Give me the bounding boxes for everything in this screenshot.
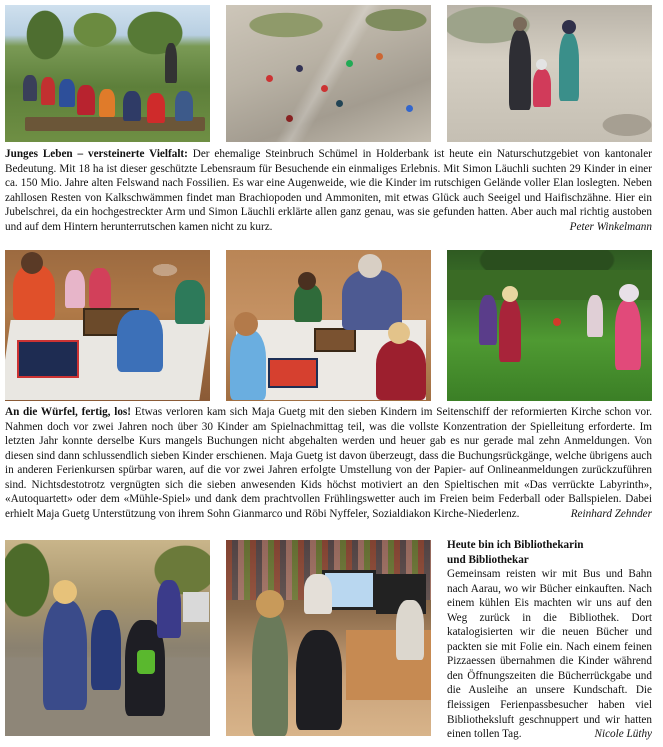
body-library: Gemeinsam reisten wir mit Bus und Bahn nach Aarau, wo wir Bücher einkauften. Nach einem kühlen Eis machten wir uns auf den Weg zurück in die Bibliothek. Dort katalogisierten wir die neuen Bücher und packten sie mit Folie ein. Nach einem feinen Pizzaessen übernahmen die Kinder während den Öffnungszeiten die Bücherrückgabe und die Ausleihe an unsere Kundschaft. Die fleissigen Ferienpassbesucher haben viel Bibliotheksluft geschnuppert und wir hatten einen tollen Tag. bbox=[447, 568, 652, 741]
photo-quarry-slope bbox=[226, 5, 431, 142]
photo-ball-game-lawn bbox=[447, 250, 652, 401]
photo-adults-child-quarry bbox=[447, 5, 652, 142]
article-library bbox=[447, 538, 652, 742]
headline-library-line1: Heute bin ich Bibliothekarin bbox=[447, 539, 584, 551]
body-fossil-quarry: Der ehemalige Steinbruch Schümel in Holderbank ist heute ein Naturschutzgebiet von kantonaler Bedeutung. Mit 18 ha ist dieser geschützte Lebensraum für Besuchende ein einmaliges Erlebnis. Mit Simon Läuchli suchten 29 Kinder in einer ca. 150 Mio. Jahre alten Felswand nach Fossilien. Es war eine Augenweide, wie die Kinder im rutschigen Gelände voller Elan loslegten. Neben zahllosen Resten von Kalkschwämmen findet man Brachiopoden und Ammoniten, mit etwas Glück auch Seeigel und Haifischzähne. Hier ein Jubelschrei, da ein hochgestreckter Arm und Simon Läuchli erklärte allen ganz genau, was sie gefunden hatten. Aber auch mal richtig austoben und auf dem Hintern herunterrutschen kamen nicht zu kurz. bbox=[5, 148, 652, 233]
article-board-games bbox=[5, 405, 652, 521]
photo-group-meadow bbox=[5, 5, 210, 142]
photo-children-walking-street bbox=[5, 540, 210, 736]
photo-library-computer bbox=[226, 540, 431, 736]
author-fossil-quarry: Peter Winkelmann bbox=[569, 220, 652, 233]
photo-board-game-table bbox=[5, 250, 210, 401]
photo-labyrinth-game bbox=[226, 250, 431, 401]
author-board-games: Reinhard Zehnder bbox=[570, 507, 652, 520]
headline-board-games: An die Würfel, fertig, los! bbox=[5, 406, 131, 418]
headline-fossil-quarry: Junges Leben – versteinerte Vielfalt: bbox=[5, 148, 188, 160]
body-board-games: Etwas verloren kam sich Maja Guetg mit den sieben Kindern im Seitenschiff der reformierten Kirche schon vor. Nahmen doch vor zwei Jahren noch über 30 Kinder am Spielnachmittag teil, was die vollste Konzentration der Spielleitung erforderte. Im letzten Jahr konnte derselbe Kurs mangels Buchungen nicht abgehalten werden und heuer gab es nur gerade mal zehn Anmeldungen. Von diesen sind dann schlussendlich sieben Kinder erschienen. Maja Guetg ist davon überzeugt, dass die Buchungsrückgänge, welche übrigens auch in anderen Ferienkursen spürbar waren, auf die vor zwei Jahren erfolgte Umstellung von der Papier- auf Onlineanmeldungen zurückzuführen sind. Nichtsdestotrotz vergnügten sich die sieben anwesenden Kids höchst motiviert an den Spieltischen mit «Das verrückte Labyrinth», «Autoquartett» oder dem «Mühle-Spiel» und dank dem prachtvollen Frühlingswetter auch im Freien beim Federball oder Ballspielen. Dabei erhielt Maja Guetg Unterstützung von ihrem Sohn Gianmarco und Röbi Nyffeler, Sozialdiakon Kirche-Niederlenz. bbox=[5, 406, 652, 520]
headline-library-line2: und Bibliothekar bbox=[447, 553, 529, 566]
author-library: Nicole Lüthy bbox=[594, 728, 652, 741]
article-fossil-quarry bbox=[5, 147, 652, 234]
